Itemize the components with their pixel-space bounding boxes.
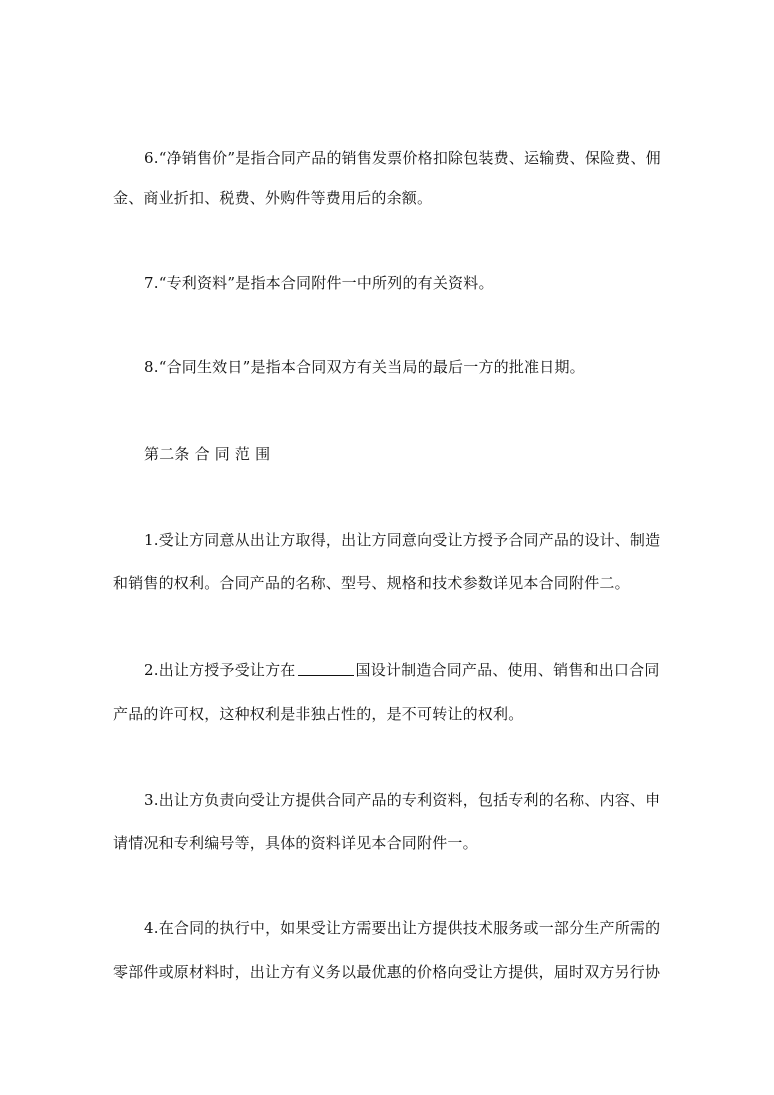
clause-2-line-1 [144,660,660,680]
clause-4-line-2: 零部件或原材料时，出让方有义务以最优惠的价格向受让方提供，届时双方另行协 [113,963,661,981]
clause-1-line-1: 1.受让方同意从出让方取得，出让方同意向受让方授予合同产品的设计、制造 [144,531,661,549]
clause-2-line-2: 产品的许可权，这种权利是非独占性的，是不可转让的权利。 [113,705,524,723]
section-2-heading: 第二条 合 同 范 围 [144,445,271,463]
clause-3-line-2: 请情况和专利编号等，具体的资料详见本合同附件一。 [113,834,478,852]
definition-8-line-1: 8.“合同生效日”是指本合同双方有关当局的最后一方的批准日期。 [144,358,585,376]
country-blank-underline [298,661,354,676]
definition-6-line-1: 6.“净销售价”是指合同产品的销售发票价格扣除包装费、运输费、保险费、佣 [144,149,661,167]
clause-3-line-1: 3.出让方负责向受让方提供合同产品的专利资料，包括专利的名称、内容、申 [144,791,661,809]
clause-2-line-1-end: 国设计制造合同产品、使用、销售和出口合同 [355,661,660,679]
clause-4-line-1: 4.在合同的执行中，如果受让方需要出让方提供技术服务或一部分生产所需的 [144,919,661,937]
definition-6-line-2: 金、商业折扣、税费、外购件等费用后的余额。 [113,189,433,207]
clause-2-line-1-start: 2.出让方授予受让方在 [144,661,296,679]
definition-7-line-1: 7.“专利资料”是指本合同附件一中所列的有关资料。 [144,274,494,292]
clause-1-line-2: 和销售的权利。合同产品的名称、型号、规格和技术参数详见本合同附件二。 [113,574,630,592]
